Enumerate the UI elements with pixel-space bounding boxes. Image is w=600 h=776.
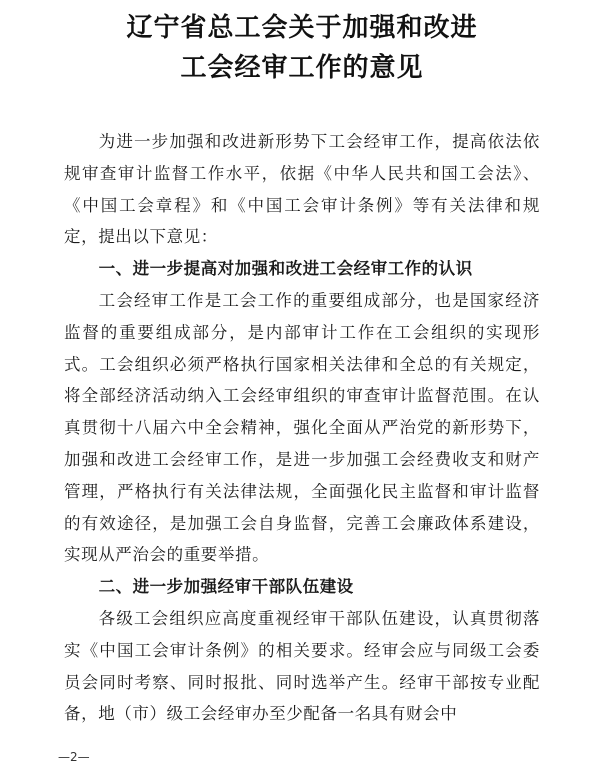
section-1-heading: 一、进一步提高对加强和改进工会经审工作的认识 bbox=[98, 259, 473, 279]
page-number: —2— bbox=[58, 750, 90, 764]
document-title bbox=[64, 0, 540, 108]
title-line-1: 辽宁省总工会关于加强和改进 bbox=[126, 13, 478, 43]
section-2-paragraph: 各级工会组织应高度重视经审干部队伍建设，认真贯彻落实《中国工会审计条例》的相关要求。经审会应与同级工会委员会同时考察、同时报批、同时选举产生。经审干部按专业配备，地（市）级工会经审办至少配备一名具有财会中 bbox=[64, 608, 540, 724]
document-body bbox=[64, 126, 540, 730]
section-1-paragraph: 工会经审工作是工会工作的重要组成部分，也是国家经济监督的重要组成部分，是内部审计工作在工会组织的实现形式。工会组织必须严格执行国家相关法律和全总的有关规定，将全部经济活动纳入工会经审组织的审查审计监督范围。在认真贯彻十八届六中全会精神，强化全面从严治党的新形势下，加强和改进工会经审工作，是进一步加强工会经费收支和财产管理，严格执行有关法律法规，全面强化民主监督和审计监督的有效途径，是加强工会自身监督，完善工会廉政体系建设，实现从严治会的重要举措。 bbox=[64, 290, 540, 565]
title-line-2: 工会经审工作的意见 bbox=[180, 53, 424, 83]
intro-paragraph: 为进一步加强和改进新形势下工会经审工作，提高依法依规审查审计监督工作水平，依据《中华人民共和国工会法》、《中国工会章程》和《中国工会审计条例》等有关法律和规定，提出以下意见： bbox=[64, 132, 540, 247]
section-2-heading: 二、进一步加强经审干部队伍建设 bbox=[98, 577, 354, 597]
